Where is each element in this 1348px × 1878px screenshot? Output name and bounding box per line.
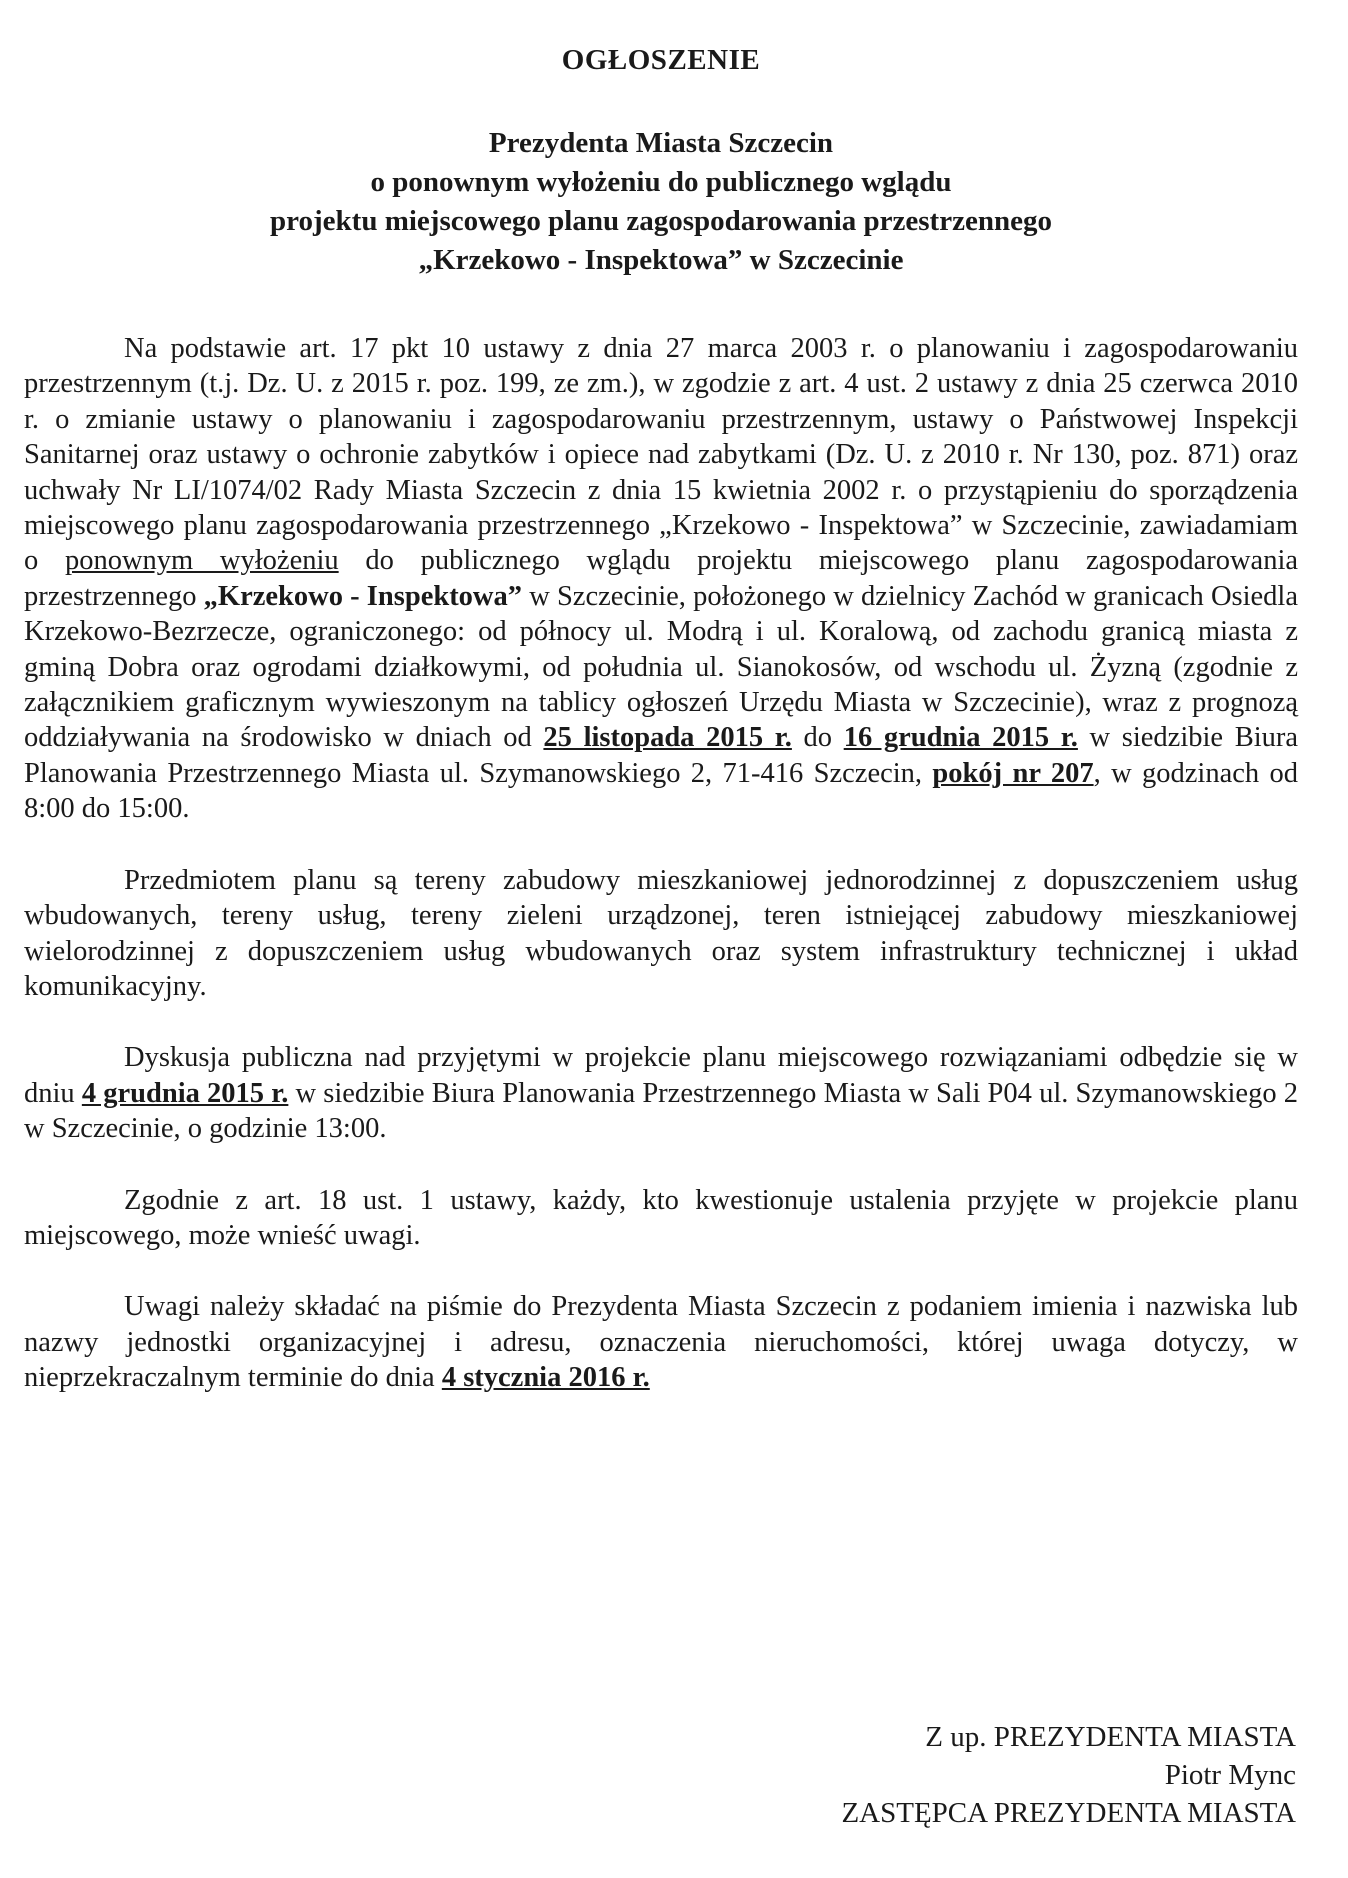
underlined-phrase: ponownym wyłożeniu bbox=[64, 545, 339, 577]
signer-name: Piotr Mync bbox=[1164, 1759, 1296, 1791]
paragraph-plan-subject: Przedmiotem planu są tereny zabudowy mieszkaniowej jednorodzinnej z dopuszczeniem usług wbudowanych, tereny usług, tereny zieleni urządzonej, teren istniejącej zabudowy mieszkaniowej wielorodzinnej z dopuszczeniem usług wbudowanych oraz system infrastruktury technicznej i układ komunikacyjny. bbox=[24, 864, 1298, 1002]
paragraph-public-discussion bbox=[24, 1040, 1298, 1146]
subtitle-line: Prezydenta Miasta Szczecin bbox=[488, 127, 834, 159]
text-run: Dyskusja publiczna nad przyjętymi w projekcie planu miejscowego rozwiązaniami odbędzie się w dniu bbox=[24, 1042, 1298, 1109]
text-run: , w godzinach od 8:00 do 15:00. bbox=[24, 757, 1299, 825]
subtitle-line: projektu miejscowego planu zagospodarowania przestrzennego bbox=[270, 205, 1052, 237]
text-run: w siedzibie Biura Planowania Przestrzennego Miasta ul. Szymanowskiego 2, 71-416 Szczecin, bbox=[24, 722, 1299, 789]
text-run: w Szczecinie, położonego w dzielnicy Zachód w granicach Osiedla Krzekowo-Bezrzecze, ograniczonego: od północy ul. Modrą i ul. Koralową, od zachodu granicą miasta z gminą Dobra oraz ogrodami działkowymi, od południa ul. Sianokosów, od wschodu ul. Żyzną (zgodnie z załącznikiem graficznym wywieszonym na tablicy ogłoszeń Urzędu Miasta w Szczecinie), wraz z prognozą oddziaływania na środowisko w dniach od bbox=[24, 580, 1299, 754]
paragraph-comments-right: Zgodnie z art. 18 ust. 1 ustawy, każdy, kto kwestionuje ustalenia przyjęte w projekcie planu miejscowego, może wnieść uwagi. bbox=[24, 1184, 1298, 1251]
text-run: w siedzibie Biura Planowania Przestrzennego Miasta w Sali P04 ul. Szymanowskiego 2 w Szczecinie, o godzinie 13:00. bbox=[24, 1077, 1298, 1145]
deadline-date: 4 stycznia 2016 r. bbox=[441, 1362, 650, 1394]
text-run: Uwagi należy składać na piśmie do Prezydenta Miasta Szczecin z podaniem imienia i nazwiska lub nazwy jednostki organizacyjnej i adresu, oznaczenia nieruchomości, której uwaga dotyczy, w nieprzekraczalnym terminie do dnia bbox=[24, 1291, 1298, 1394]
discussion-date: 4 grudnia 2015 r. bbox=[81, 1077, 289, 1109]
signature-line: Z up. PREZYDENTA MIASTA bbox=[925, 1721, 1296, 1753]
paragraph-legal-basis bbox=[24, 331, 1298, 827]
start-date: 25 listopada 2015 r. bbox=[543, 722, 792, 754]
document-heading: OGŁOSZENIE bbox=[561, 44, 761, 76]
text-run: do bbox=[791, 722, 844, 754]
subtitle-line: „Krzekowo - Inspektowa” w Szczecinie bbox=[418, 244, 904, 276]
paragraph-comments-deadline bbox=[24, 1289, 1298, 1395]
end-date: 16 grudnia 2015 r. bbox=[843, 722, 1078, 754]
signer-title: ZASTĘPCA PREZYDENTA MIASTA bbox=[841, 1797, 1296, 1829]
room-number: pokój nr 207 bbox=[932, 757, 1094, 789]
text-run: do publicznego wglądu projektu miejscowego planu zagospodarowania przestrzennego bbox=[24, 545, 1299, 612]
document-subtitle bbox=[24, 124, 1298, 280]
signature-block bbox=[841, 1718, 1296, 1832]
text-run: Na podstawie art. 17 pkt 10 ustawy z dnia 27 marca 2003 r. o planowaniu i zagospodarowaniu przestrzennym (t.j. Dz. U. z 2015 r. poz. 199, ze zm.), w zgodzie z art. 4 ust. 2 ustawy z dnia 25 czerwca 2010 r. o zmianie ustawy o planowaniu i zagospodarowaniu przestrzennym, ustawy o Państwowej Inspekcji Sanitarnej oraz ustawy o ochronie zabytków i opiece nad zabytkami (Dz. U. z 2010 r. Nr 130, poz. 871) oraz uchwały Nr LI/1074/02 Rady Miasta Szczecin z dnia 15 kwietnia 2002 r. o przystąpieniu do sporządzenia miejscowego planu zagospodarowania przestrzennego „Krzekowo - Inspektowa” w Szczecinie, zawiadamiam o bbox=[24, 333, 1298, 577]
plan-name-bold: „Krzekowo - Inspektowa” bbox=[203, 580, 523, 612]
subtitle-line: o ponownym wyłożeniu do publicznego wglądu bbox=[370, 166, 952, 198]
